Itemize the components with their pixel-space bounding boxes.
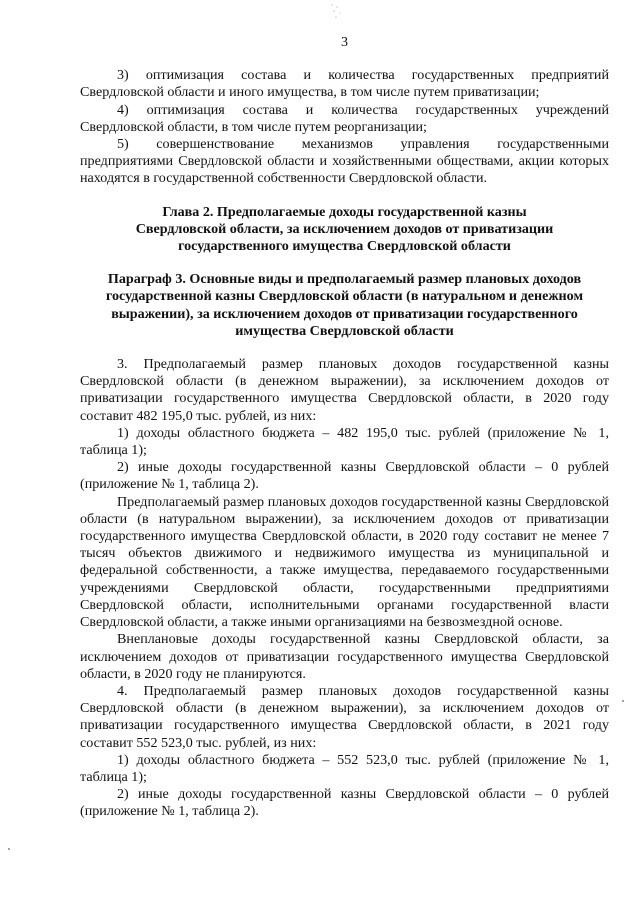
heading-line: Параграф 3. Основные виды и предполагаемый размер плановых доходов [107,271,582,288]
body-paragraph: 1) доходы областного бюджета – 482 195,0 тыс. рублей (приложение № 1, таблица 1); [80,424,609,459]
body-paragraph: 2) иные доходы государственной казны Свердловской области – 0 рублей (приложение № 1, таблица 2). [80,459,609,493]
scan-artifact-icon [328,2,346,20]
body-paragraph: 1) доходы областного бюджета – 552 523,0 тыс. рублей (приложение № 1, таблица 1); [80,751,609,785]
scan-speck [8,848,10,850]
chapter-heading [80,204,609,256]
top-list [80,67,609,187]
list-item: 3) оптимизация состава и количества государственных предприятий Свердловской области и иного имущества, в том числе путем приватизации; [80,67,609,101]
heading-line: Глава 2. Предполагаемые доходы государственной казны [162,203,527,220]
heading-line: имущества Свердловской области [235,322,454,339]
list-item: 4) оптимизация состава и количества государственных учреждений Свердловской области, в том числе путем реорганизации; [80,101,609,135]
body-paragraph: 2) иные доходы государственной казны Свердловской области – 0 рублей (приложение № 1, таблица 2). [80,786,609,820]
list-item: 5) совершенствование механизмов управления государственными предприятиями Свердловской области и хозяйственными обществами, акции которых находятся в государственной собственности Свердловской области. [80,136,609,187]
heading-line: Свердловской области, за исключением доходов от приватизации [135,220,554,237]
heading-line: государственного имущества Свердловской области [178,238,511,255]
body-paragraph: 3. Предполагаемый размер плановых доходов государственной казны Свердловской области (в денежном выражении), за исключением доходов от приватизации государственного имущества Свердловской области, в 2020 году составит 482 195,0 тыс. рублей, из них: [80,356,609,424]
scan-speck [622,700,624,702]
paragraph-heading [80,271,609,340]
body-paragraph: Предполагаемый размер плановых доходов государственной казны Свердловской области (в натуральном выражении), за исключением доходов от приватизации государственного имущества Свердловской области, в 2020 году составит не менее 7 тысяч объектов движимого и недвижимого имущества из муниципальной и федеральной собственности, а также имущества, передаваемого государственными учреждениями Свердловской области, государственными предприятиями Свердловской области, исполнительными органами государственной власти Свердловской области, а также иными организациями на безвозмездной основе. [80,493,609,631]
body-text [80,356,609,820]
heading-line: выражении), за исключением доходов от приватизации государственного [111,305,578,322]
document-page [80,34,609,821]
heading-line: государственной казны Свердловской области (в натуральном и денежном [105,288,584,305]
body-paragraph: 4. Предполагаемый размер плановых доходов государственной казны Свердловской области (в денежном выражении), за исключением доходов от приватизации государственного имущества Свердловской области, в 2021 году составит 552 523,0 тыс. рублей, из них: [80,682,609,751]
page-number: 3 [340,34,349,50]
body-paragraph: Внеплановые доходы государственной казны Свердловской области, за исключением доходов от приватизации государственного имущества Свердловской области, в 2020 году не планируются. [80,631,609,682]
